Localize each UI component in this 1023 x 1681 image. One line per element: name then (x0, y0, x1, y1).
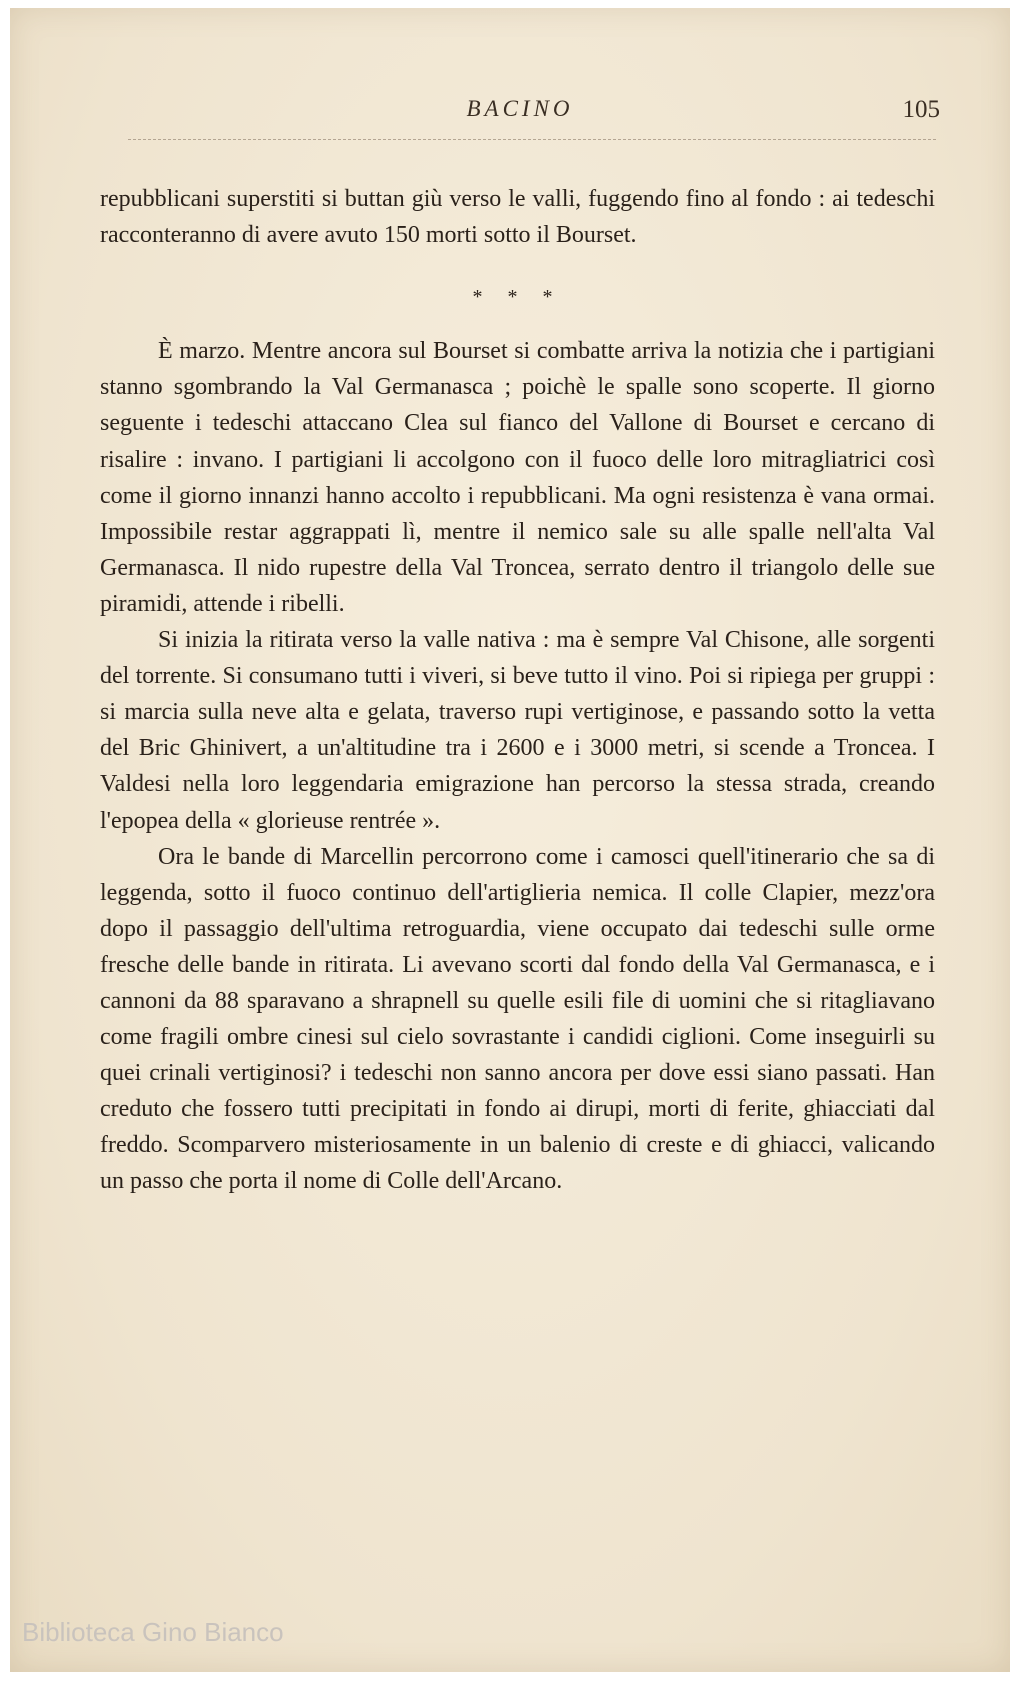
body-text (100, 181, 935, 1200)
paragraph-2: È marzo. Mentre ancora sul Bourset si combatte arriva la notizia che i partigiani stanno sgombrando la Val Germanasca ; poichè le spalle sono scoperte. Il giorno seguente i tedeschi attaccano Clea sul fianco del Vallone di Bourset e cercano di risalire : invano. I partigiani li accolgono con il fuoco delle loro mitragliatrici così come il giorno innanzi hanno accolto i repubblicani. Ma ogni resistenza è vana ormai. Impossibile restar aggrappati lì, mentre il nemico sale su alle spalle nell'alta Val Germanasca. Il nido rupestre della Val Troncea, serrato dentro il triangolo delle sue piramidi, attende i ribelli. (100, 338, 935, 617)
page-header (100, 96, 940, 128)
paragraph-3: Si inizia la ritirata verso la valle nativa : ma è sempre Val Chisone, alle sorgenti del torrente. Si consumano tutti i viveri, si beve tutto il vino. Poi si ripiega per gruppi : si marcia sulla neve alta e gelata, traverso rupi vertiginose, e passando sotto la vetta del Bric Ghinivert, a un'altitudine tra i 2600 e i 3000 metri, si scende a Troncea. I Valdesi nella loro leggendaria emigrazione han percorso la stessa strada, creando l'epopea della « glorieuse rentrée ». (100, 627, 935, 834)
library-watermark: Biblioteca Gino Bianco (22, 1617, 284, 1647)
section-break-asterism: * * * (472, 286, 563, 309)
paragraph-4: Ora le bande di Marcellin percorrono come i camosci quell'itinerario che sa di leggenda, sotto il fuoco continuo dell'artiglieria nemica. Il colle Clapier, mezz'ora dopo il passaggio dell'ultima retroguardia, viene occupato dai tedeschi sulle orme fresche delle bande in ritirata. Li avevano scorti dal fondo della Val Germanasca, e i cannoni da 88 sparavano a shrapnell su quelle esili file di uomini che si ritagliavano come fragili ombre cinesi sul cielo sovrastante i candidi ciglioni. Come inseguirli su quei crinali vertiginosi? i tedeschi non sanno ancora per dove essi siano passati. Han creduto che fossero tutti precipitati in fondo ai dirupi, morti di ferite, ghiacciati dal freddo. Scomparvero misteriosamente in un balenio di creste e di ghiacci, valicando un passo che porta il nome di Colle dell'Arcano. (100, 843, 935, 1195)
running-title: BACINO (466, 96, 574, 121)
paragraph-1: repubblicani superstiti si buttan giù verso le valli, fuggendo fino al fondo : ai tedeschi racconteranno di avere avuto 150 morti sotto il Bourset. (100, 186, 935, 249)
header-rule (128, 139, 936, 140)
page-number: 105 (902, 96, 940, 123)
